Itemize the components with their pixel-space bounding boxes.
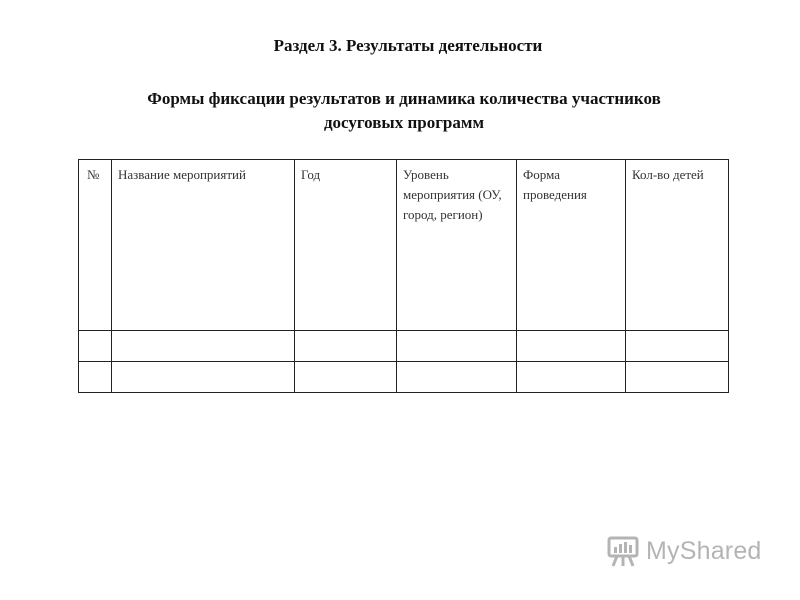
section-title: Раздел 3. Результаты деятельности bbox=[273, 36, 543, 55]
table-row bbox=[79, 362, 729, 393]
subtitle-line-1: Формы фиксации результатов и динамика количества участников bbox=[147, 89, 661, 108]
results-table bbox=[78, 159, 729, 393]
header-event-name: Название мероприятий bbox=[112, 160, 295, 331]
table-cell bbox=[626, 331, 729, 362]
table-cell bbox=[112, 331, 295, 362]
header-level: Уровень мероприятия (ОУ, город, регион) bbox=[397, 160, 517, 331]
header-year: Год bbox=[295, 160, 397, 331]
table-cell bbox=[295, 362, 397, 393]
table-cell bbox=[112, 362, 295, 393]
header-form: Форма проведения bbox=[517, 160, 626, 331]
table-header-row bbox=[79, 160, 729, 331]
table-cell bbox=[397, 331, 517, 362]
table-row bbox=[79, 331, 729, 362]
header-number: № bbox=[79, 160, 112, 331]
table-cell bbox=[79, 331, 112, 362]
table-cell bbox=[626, 362, 729, 393]
table-cell bbox=[517, 362, 626, 393]
header-children-count: Кол-во детей bbox=[626, 160, 729, 331]
subtitle-line-2: досуговых программ bbox=[323, 113, 485, 132]
table-cell bbox=[79, 362, 112, 393]
table-cell bbox=[517, 331, 626, 362]
table-cell bbox=[397, 362, 517, 393]
document-subtitle bbox=[84, 87, 724, 135]
presentation-board-icon bbox=[606, 534, 640, 568]
myshared-watermark bbox=[606, 534, 762, 568]
table-cell bbox=[295, 331, 397, 362]
watermark-brand: MyShared bbox=[646, 536, 762, 565]
